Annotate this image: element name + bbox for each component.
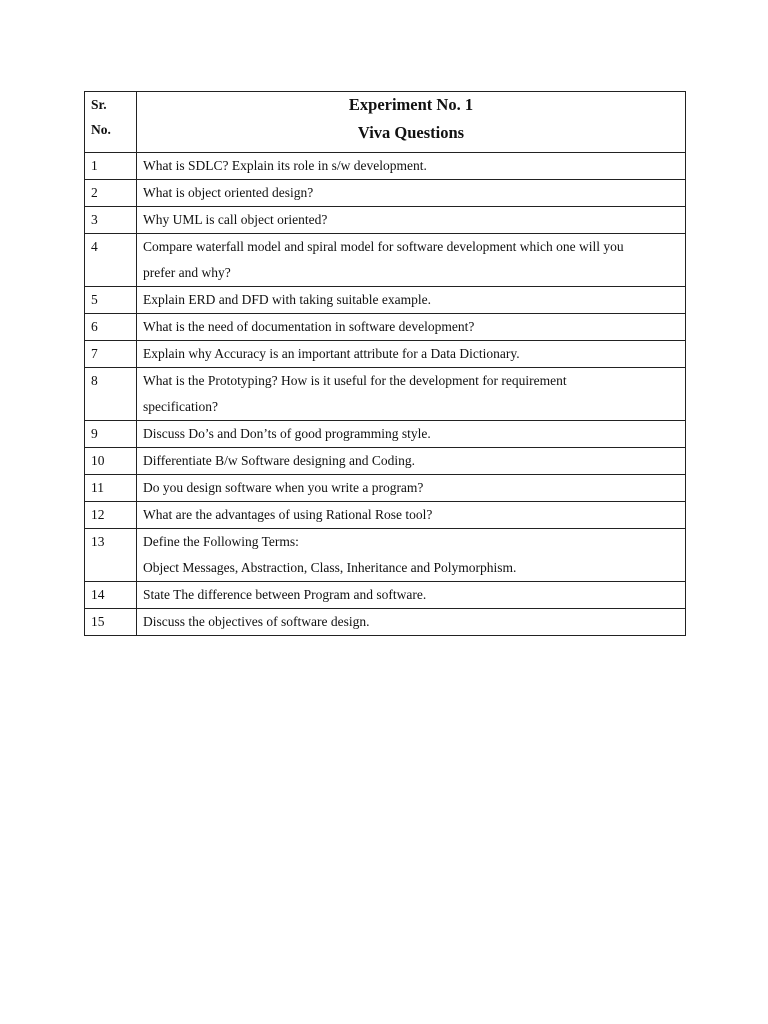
question-text-cell — [137, 502, 686, 529]
question-text-cell — [137, 287, 686, 314]
question-number: 5 — [85, 287, 137, 314]
sr-label-line1: Sr. — [91, 97, 107, 112]
sr-label-line2: No. — [91, 122, 111, 137]
question-row — [85, 502, 686, 529]
question-text-cell — [137, 582, 686, 609]
question-text-line: Why UML is call object oriented? — [143, 212, 328, 227]
question-text-cell — [137, 207, 686, 234]
question-text-line: Differentiate B/w Software designing and Coding. — [143, 453, 415, 468]
viva-questions-title: Viva Questions — [357, 123, 465, 142]
question-text-line: Define the Following Terms: — [143, 534, 299, 549]
question-row — [85, 582, 686, 609]
question-row — [85, 529, 686, 582]
question-number: 6 — [85, 314, 137, 341]
question-row — [85, 207, 686, 234]
question-text-line: Discuss the objectives of software design. — [143, 614, 370, 629]
question-row — [85, 153, 686, 180]
table-header-row — [85, 92, 686, 153]
question-text-cell — [137, 153, 686, 180]
question-number: 9 — [85, 421, 137, 448]
question-text-cell — [137, 368, 686, 421]
question-number: 2 — [85, 180, 137, 207]
table-body — [85, 92, 686, 636]
question-text-line: Explain ERD and DFD with taking suitable example. — [143, 292, 431, 307]
question-text-line: Do you design software when you write a program? — [143, 480, 424, 495]
question-text-line: What is the Prototyping? How is it useful for the development for requirement — [143, 373, 567, 388]
question-text-cell — [137, 448, 686, 475]
question-text-line: Discuss Do’s and Don’ts of good programming style. — [143, 426, 431, 441]
question-text-line: prefer and why? — [143, 265, 231, 280]
question-text-line: What is object oriented design? — [143, 185, 314, 200]
question-text-line: Compare waterfall model and spiral model for software development which one will you — [143, 239, 624, 254]
question-row — [85, 448, 686, 475]
question-row — [85, 341, 686, 368]
question-number: 15 — [85, 609, 137, 636]
question-row — [85, 314, 686, 341]
question-text-cell — [137, 421, 686, 448]
viva-questions-table — [84, 91, 686, 636]
question-text-line: What are the advantages of using Rational Rose tool? — [143, 507, 433, 522]
question-row — [85, 180, 686, 207]
question-text-line: Explain why Accuracy is an important attribute for a Data Dictionary. — [143, 346, 520, 361]
question-text-cell — [137, 341, 686, 368]
question-number: 4 — [85, 234, 137, 287]
question-text-line: specification? — [143, 399, 218, 414]
question-text-line: State The difference between Program and software. — [143, 587, 427, 602]
question-text-cell — [137, 475, 686, 502]
question-row — [85, 475, 686, 502]
question-number: 11 — [85, 475, 137, 502]
question-number: 12 — [85, 502, 137, 529]
question-number: 7 — [85, 341, 137, 368]
question-text-cell — [137, 529, 686, 582]
question-row — [85, 368, 686, 421]
question-row — [85, 287, 686, 314]
question-number: 14 — [85, 582, 137, 609]
question-number: 3 — [85, 207, 137, 234]
question-text-cell — [137, 609, 686, 636]
question-number: 1 — [85, 153, 137, 180]
question-text-cell — [137, 234, 686, 287]
question-text-line: What is SDLC? Explain its role in s/w development. — [143, 158, 427, 173]
question-row — [85, 421, 686, 448]
question-number: 13 — [85, 529, 137, 582]
question-text-line: Object Messages, Abstraction, Class, Inheritance and Polymorphism. — [143, 560, 517, 575]
sr-no-header-cell — [85, 92, 137, 153]
question-text-cell — [137, 180, 686, 207]
question-number: 10 — [85, 448, 137, 475]
experiment-title: Experiment No. 1 — [348, 95, 474, 114]
title-header-cell — [137, 92, 686, 153]
question-text-cell — [137, 314, 686, 341]
question-row — [85, 609, 686, 636]
question-text-line: What is the need of documentation in software development? — [143, 319, 475, 334]
question-number: 8 — [85, 368, 137, 421]
question-row — [85, 234, 686, 287]
